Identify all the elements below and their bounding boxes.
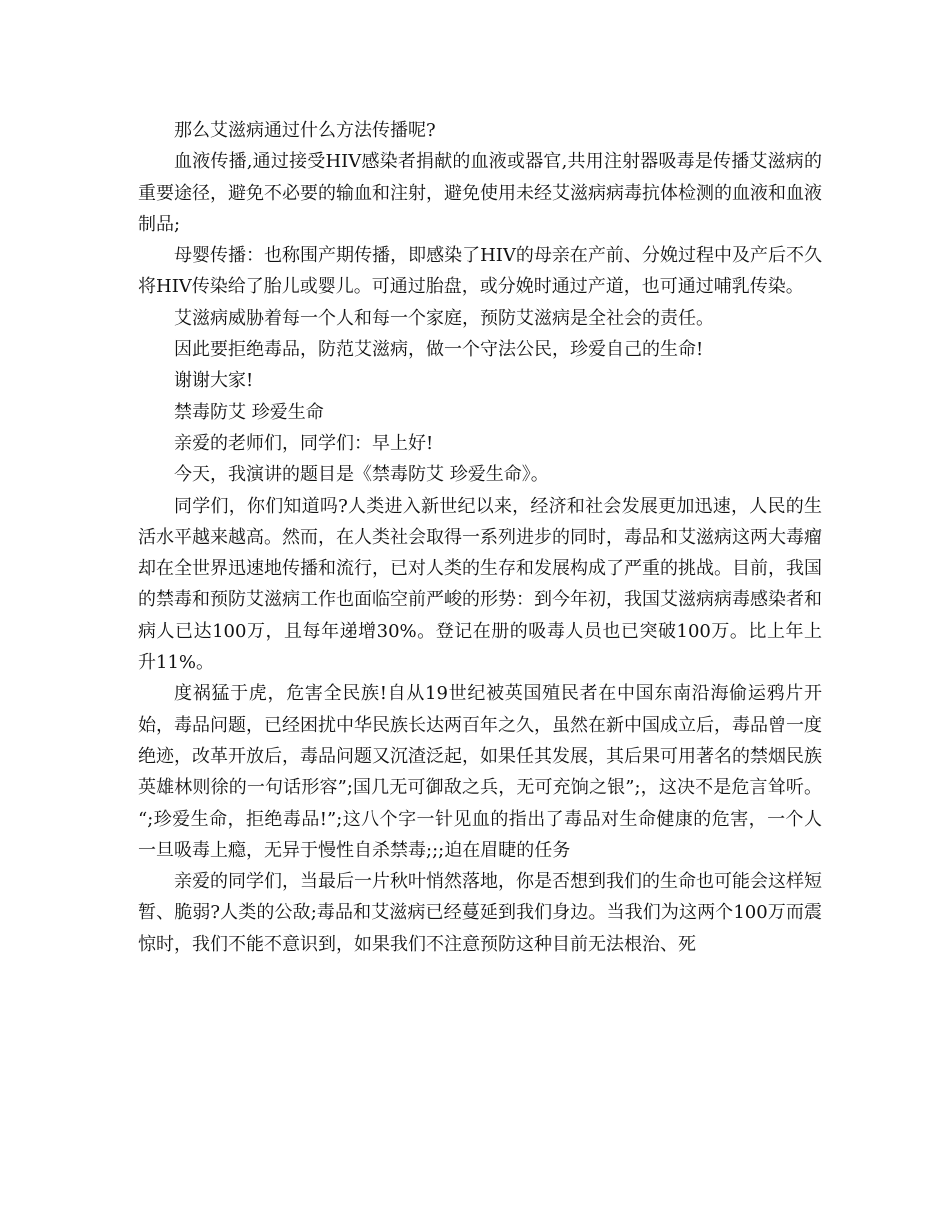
paragraph-thanks: 谢谢大家! <box>174 370 254 392</box>
paragraph-threat: 艾滋病威胁着每一个人和每一个家庭，预防艾滋病是全社会的责任。 <box>174 307 714 329</box>
paragraph-blood-transmission: 血液传播,通过接受HIV感染者捐献的血液或器官,共用注射器吸毒是传播艾滋病的重要途径，避免不必要的输血和注射，避免使用未经艾滋病病毒抗体检测的血液和血液制品; <box>138 151 822 235</box>
paragraph-topic: 今天，我演讲的题目是《禁毒防艾 珍爱生命》。 <box>174 464 549 486</box>
speech-title: 禁毒防艾 珍爱生命 <box>174 401 324 423</box>
document-body <box>138 115 822 960</box>
paragraph-greeting: 亲爱的老师们，同学们：早上好! <box>174 432 434 454</box>
paragraph-mother-infant-transmission: 母婴传播：也称围产期传播，即感染了HIV的母亲在产前、分娩过程中及产后不久将HIV传染给了胎儿或婴儿。可通过胎盘，或分娩时通过产道，也可通过哺乳传染。 <box>138 245 822 298</box>
paragraph-drug-history: 度祸猛于虎，危害全民族!自从19世纪被英国殖民者在中国东南沿海偷运鸦片开始，毒品问题，已经困扰中华民族长达两百年之久，虽然在新中国成立后，毒品曾一度绝迹，改革开放后，毒品问题又沉渣泛起，如果任其发展，其后果可用著名的禁烟民族英雄林则徐的一句话形容”;国几无可御敌之兵，无可充饷之银”;，这决不是危言耸听。 “;珍爱生命，拒绝毒品!”;这八个字一针见血的指出了毒品对生命健康的危害，一个人一旦吸毒上瘾，无异于慢性自杀禁毒;;;迫在眉睫的任务 <box>138 683 822 861</box>
paragraph-transmission-question: 那么艾滋病通过什么方法传播呢? <box>174 120 436 141</box>
paragraph-situation: 同学们，你们知道吗?人类进入新世纪以来，经济和社会发展更加迅速，人民的生活水平越来越高。然而，在人类社会取得一系列进步的同时，毒品和艾滋病这两大毒瘤却在全世界迅速地传播和流行，已对人类的生存和发展构成了严重的挑战。目前，我国的禁毒和预防艾滋病工作也面临空前严峻的形势：到今年初，我国艾滋病病毒感染者和病人已达100万，且每年递增30%。登记在册的吸毒人员也已突破100万。比上年上升11%。 <box>138 495 822 674</box>
paragraph-appeal: 亲爱的同学们，当最后一片秋叶悄然落地，你是否想到我们的生命也可能会这样短暂、脆弱?人类的公敌;毒品和艾滋病已经蔓延到我们身边。当我们为这两个100万而震惊时，我们不能不意识到，如果我们不注意预防这种目前无法根治、死 <box>138 871 822 955</box>
paragraph-refuse-drugs: 因此要拒绝毒品，防范艾滋病，做一个守法公民，珍爱自己的生命! <box>174 339 704 361</box>
